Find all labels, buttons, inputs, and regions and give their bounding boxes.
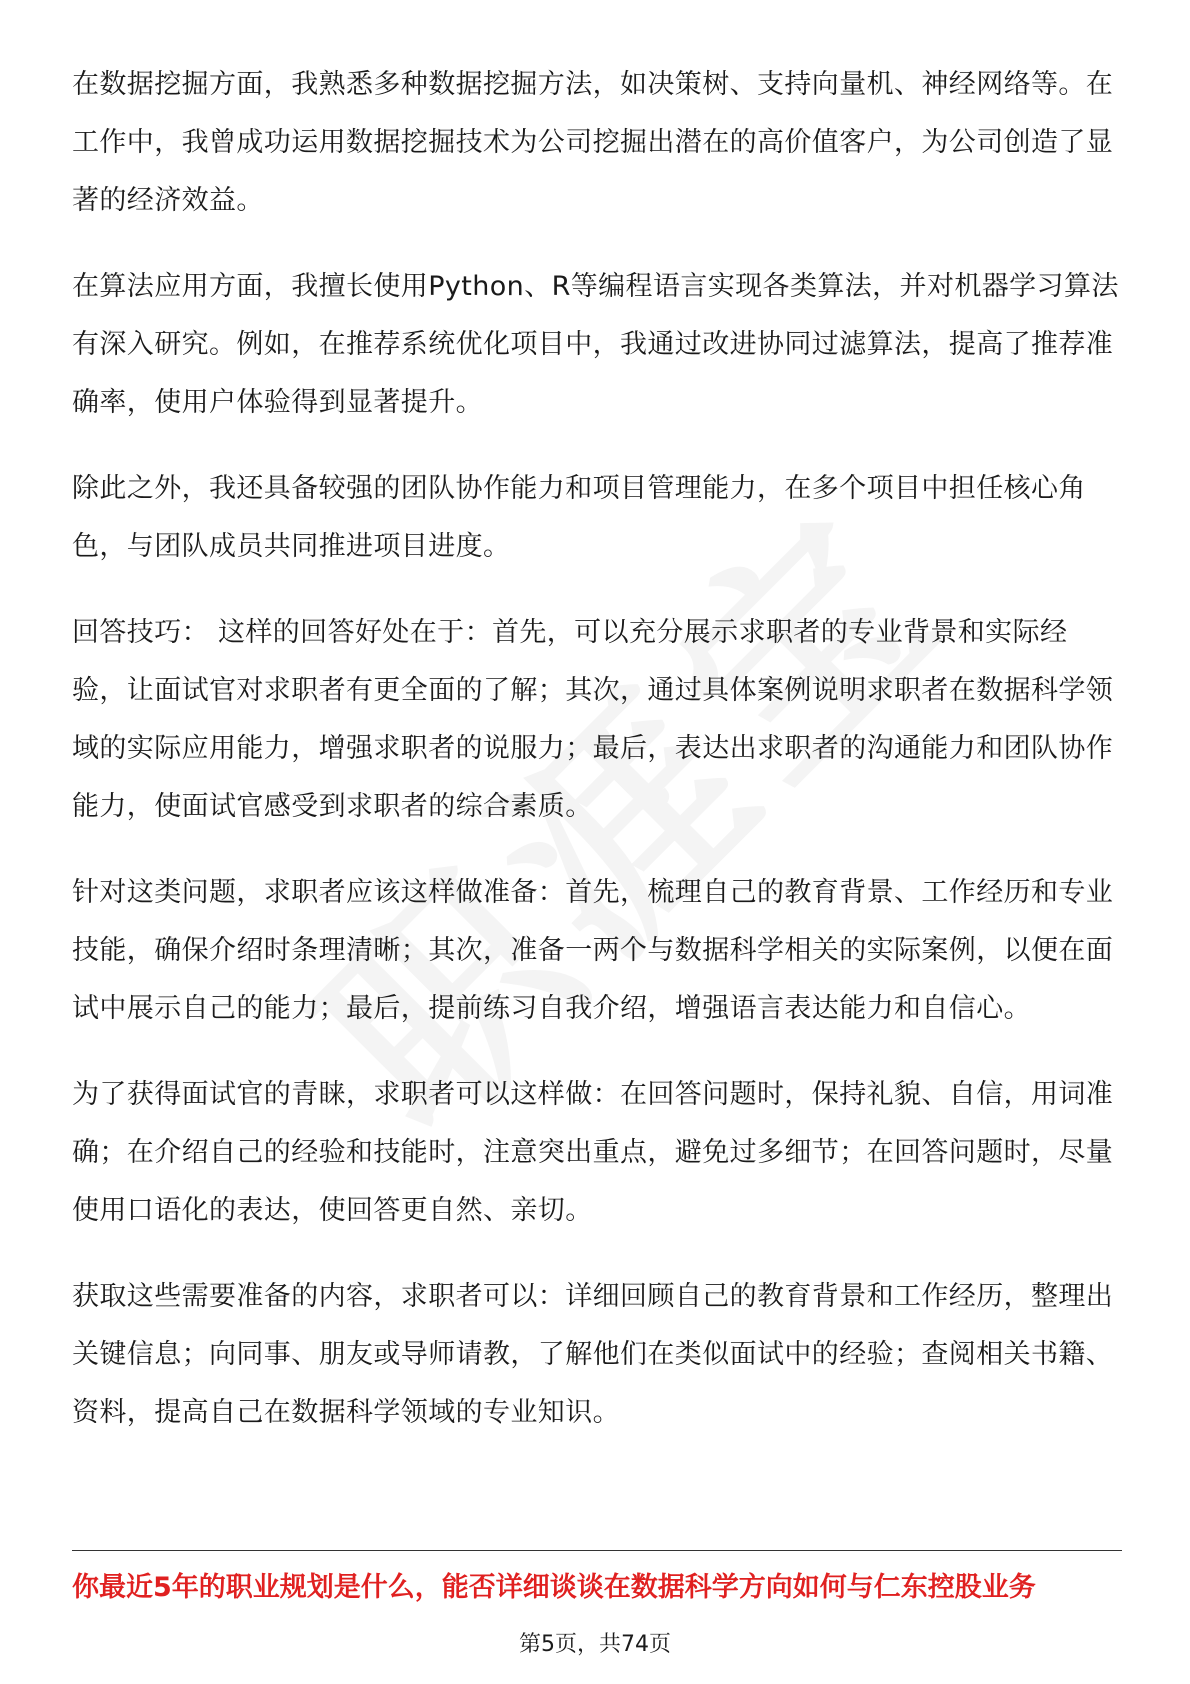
paragraph-preparation: 针对这类问题，求职者应该这样做准备：首先，梳理自己的教育背景、工作经历和专业技能，确保介绍时条理清晰；其次，准备一两个与数据科学相关的实际案例，以便在面试中展示自己的能力；最后，提前练习自我介绍，增强语言表达能力和自信心。: [72, 877, 1114, 1024]
page-number: 第5页，共74页: [519, 1632, 671, 1657]
paragraph-gather: 获取这些需要准备的内容，求职者可以：详细回顾自己的教育背景和工作经历，整理出关键信息；向同事、朋友或导师请教，了解他们在类似面试中的经验；查阅相关书籍、资料，提高自己在数据科学领域的专业知识。: [72, 1281, 1114, 1428]
section-divider: [72, 1550, 1122, 1551]
paragraph-algorithm: 在算法应用方面，我擅长使用Python、R等编程语言实现各类算法，并对机器学习算法有深入研究。例如，在推荐系统优化项目中，我通过改进协同过滤算法，提高了推荐准确率，使用户体验得到显著提升。: [72, 271, 1119, 418]
paragraph-impress: 为了获得面试官的青睐，求职者可以这样做：在回答问题时，保持礼貌、自信，用词准确；在介绍自己的经验和技能时，注意突出重点，避免过多细节；在回答问题时，尽量使用口语化的表达，使回答更自然、亲切。: [72, 1079, 1114, 1226]
next-question-heading: 你最近5年的职业规划是什么，能否详细谈谈在数据科学方向如何与仁东控股业务: [72, 1572, 1036, 1603]
document-body: [72, 56, 1122, 1470]
paragraph-answer-tips: 回答技巧： 这样的回答好处在于：首先，可以充分展示求职者的专业背景和实际经验，让面试官对求职者有更全面的了解；其次，通过具体案例说明求职者在数据科学领域的实际应用能力，增强求职者的说服力；最后，表达出求职者的沟通能力和团队协作能力，使面试官感受到求职者的综合素质。: [72, 617, 1114, 822]
paragraph-teamwork: 除此之外，我还具备较强的团队协作能力和项目管理能力，在多个项目中担任核心角色，与团队成员共同推进项目进度。: [72, 473, 1086, 562]
paragraph-data-mining: 在数据挖掘方面，我熟悉多种数据挖掘方法，如决策树、支持向量机、神经网络等。在工作中，我曾成功运用数据挖掘技术为公司挖掘出潜在的高价值客户，为公司创造了显著的经济效益。: [72, 69, 1114, 216]
